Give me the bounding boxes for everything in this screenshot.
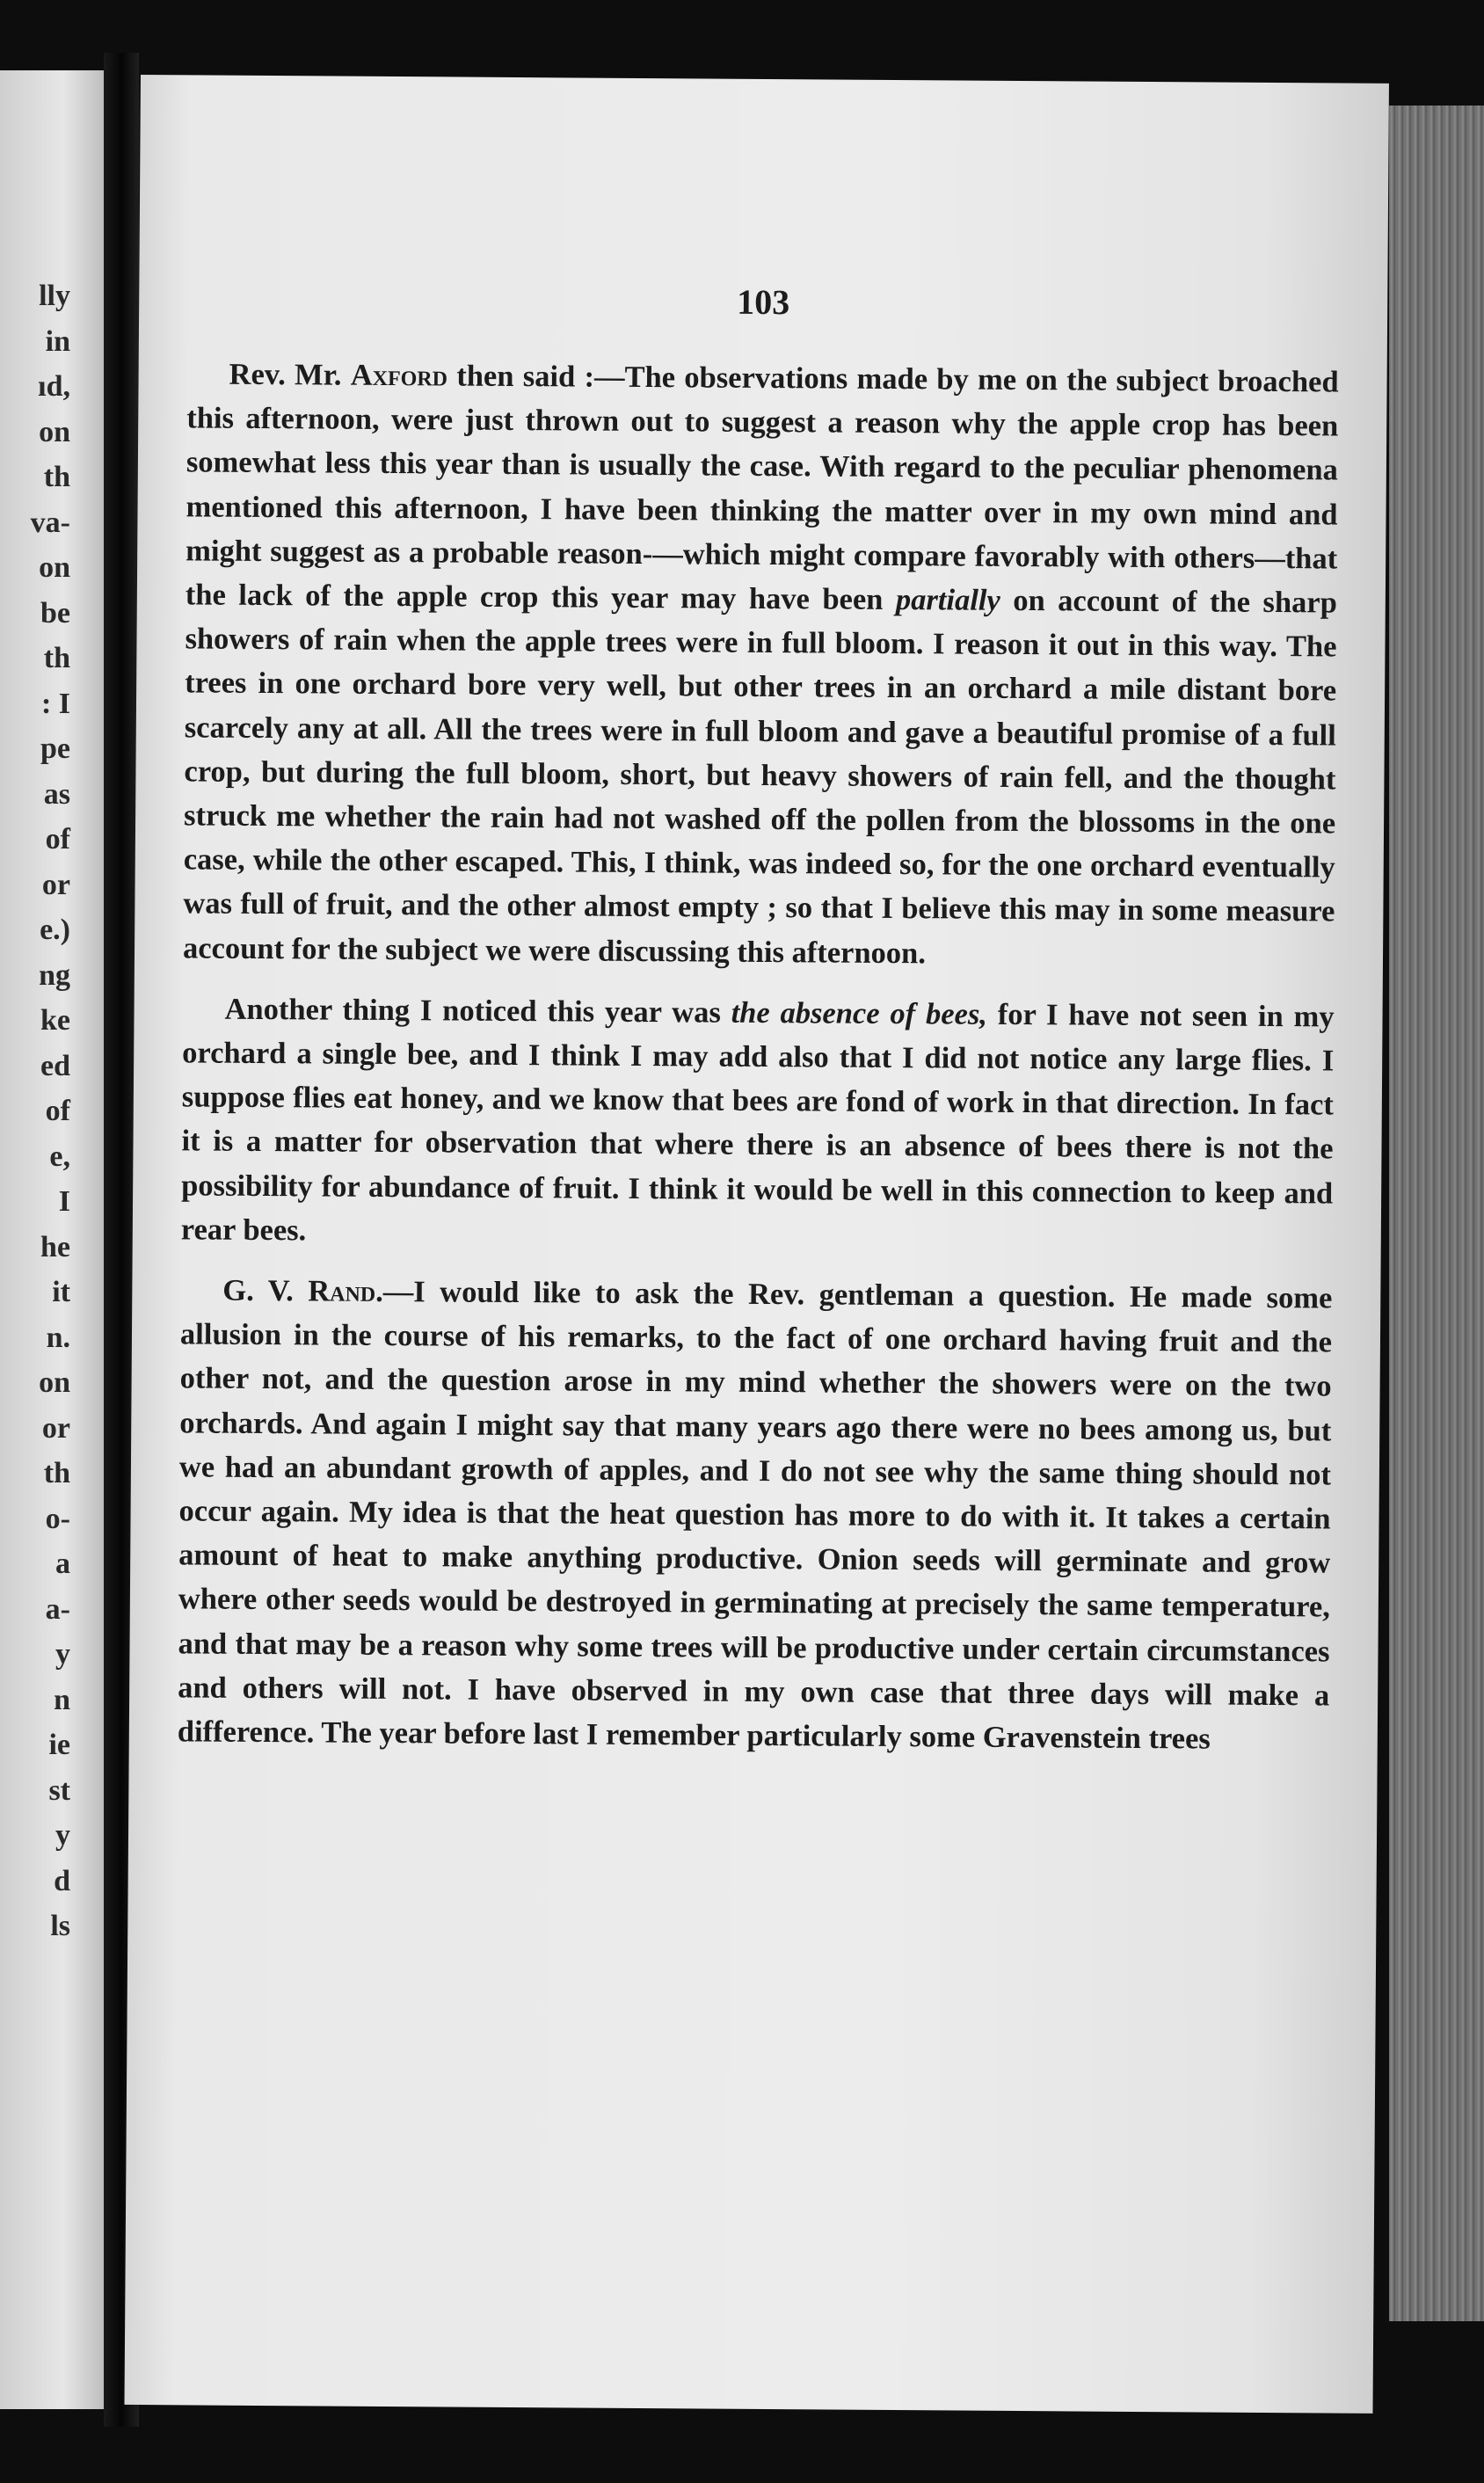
previous-page-fragment: n. (46, 1321, 70, 1354)
previous-page-fragment: be (40, 596, 70, 630)
paragraph-text: on account of the sharp showers of rain when the apple trees were in full bloom. I reason it out in this way. The trees in one orchard bore very well, but other trees in an orchard a mile distant bore scarcely any at all. All the trees were in full bloom and gave a beautiful promise of a full crop, but during the full bloom, short, but heavy showers of rain fell, and the thought struck me whether the rain had not washed off the pollen from the blossoms in the one case, while the other escaped. This, I think, was indeed so, for the one orchard eventually was full of fruit, and the other almost empty ; so that I believe this may in some measure account for the subject we were discussing this afternoon. (182, 583, 1337, 970)
previous-page-fragment: a (55, 1547, 70, 1580)
previous-page-fragment: o- (45, 1502, 70, 1535)
paragraph-bees (181, 987, 1335, 1259)
previous-page-fragment: on (39, 551, 70, 584)
previous-page-fragment: st (48, 1773, 70, 1807)
previous-page-fragment: lly (39, 280, 70, 312)
paragraph-text: Another thing I noticed this year was (224, 992, 721, 1030)
paragraph-text: for I have not seen in my orchard a single bee, and I think I may add also that I did not notice any large flies. I suppose flies eat honey, and we know that bees are fond of work in that direction. In fact it is a matter for observation that where there is an absence of bees there is not the possibility for abundance of fruit. I think it would be well in this connection to keep and rear bees. (180, 997, 1335, 1248)
previous-page-fragment: pe (40, 732, 70, 765)
previous-page-fragment: on (39, 1366, 70, 1399)
previous-page-fragment: ie (48, 1729, 70, 1761)
previous-page-fragment: of (45, 1095, 70, 1127)
previous-page-fragment: ng (39, 958, 70, 992)
previous-page-fragment: or (41, 1411, 70, 1445)
speaker-name: Rand (308, 1274, 376, 1308)
page-stack-edge (1389, 106, 1484, 2321)
previous-page-fragment: ıd, (38, 370, 70, 403)
previous-page-fragment: on (39, 415, 70, 448)
previous-page-fragment: e.) (40, 914, 70, 946)
book-page (124, 75, 1388, 2414)
previous-page-fragment: ls (50, 1910, 70, 1942)
previous-page-fragment: ed (40, 1049, 70, 1082)
previous-page-fragment: th (43, 461, 70, 493)
speaker-initials: G. V. (222, 1273, 294, 1308)
paragraph-text: .—I would like to ask the Rev. gentleman a question. He made some allusion in the course of his remarks, to the fact of one orchard having fruit and the other not, and the question arose in my mind whether the showers were on the two orchards. And again I might say that many years ago there were no bees among us, but we had an abundant growth of apples, and I do not see why the same thing should not occur again. My idea is that the heat question has more to do with it. It takes a certain amount of heat to make anything productive. Onion seeds will germinate and grow where other seeds would be destroyed in germinating at precisely the same temperature, and that may be a reason why some trees will be productive under certain circumstances and others will not. I have observed in my own case that three days will make a difference. The year before last I remember particularly some Gravenstein trees (177, 1274, 1333, 1756)
previous-page-fragment: e, (49, 1140, 70, 1173)
previous-page-fragment: or (41, 868, 70, 901)
previous-page-fragment: as (43, 777, 70, 811)
previous-page-fragment: va- (30, 506, 70, 539)
previous-page-edge (0, 70, 105, 2409)
speaker-title: Rev. Mr. (229, 357, 342, 392)
previous-page-fragment: d (54, 1864, 70, 1897)
previous-page-fragment: th (43, 1457, 70, 1489)
previous-page-fragment: ke (40, 1004, 70, 1037)
previous-page-fragment: of (45, 823, 70, 856)
page-number: 103 (737, 281, 790, 323)
previous-page-fragment: a- (45, 1592, 70, 1626)
emphasis-text: the absence of bees, (731, 995, 988, 1031)
previous-page-fragment: : I (40, 687, 70, 720)
previous-page-fragment: y (55, 1819, 70, 1852)
previous-page-fragment: he (40, 1230, 70, 1263)
speaker-name: Axford (350, 358, 448, 393)
previous-page-fragment: I (58, 1185, 70, 1218)
previous-page-fragment: n (54, 1683, 70, 1716)
paragraph-axford (183, 352, 1339, 978)
previous-page-fragment: y (55, 1638, 70, 1671)
page-body (178, 352, 1339, 1778)
previous-page-fragment: in (45, 324, 70, 358)
emphasis-text: partially (895, 583, 1000, 617)
previous-page-fragment: it (52, 1276, 70, 1308)
paragraph-text: then said :—The observations made by me on the subject broached this afternoon, were just thrown out to suggest a reason why the apple crop has been somewhat less this year than is usually the case. With regard to the peculiar phenomena mentioned this afternoon, I have been thinking the matter over in my own mind and might suggest as a probable reason-—which might compare favorably with others—that the lack of the apple crop this year may have been (185, 359, 1339, 616)
paragraph-rand (178, 1268, 1333, 1761)
previous-page-fragment: th (43, 642, 70, 674)
